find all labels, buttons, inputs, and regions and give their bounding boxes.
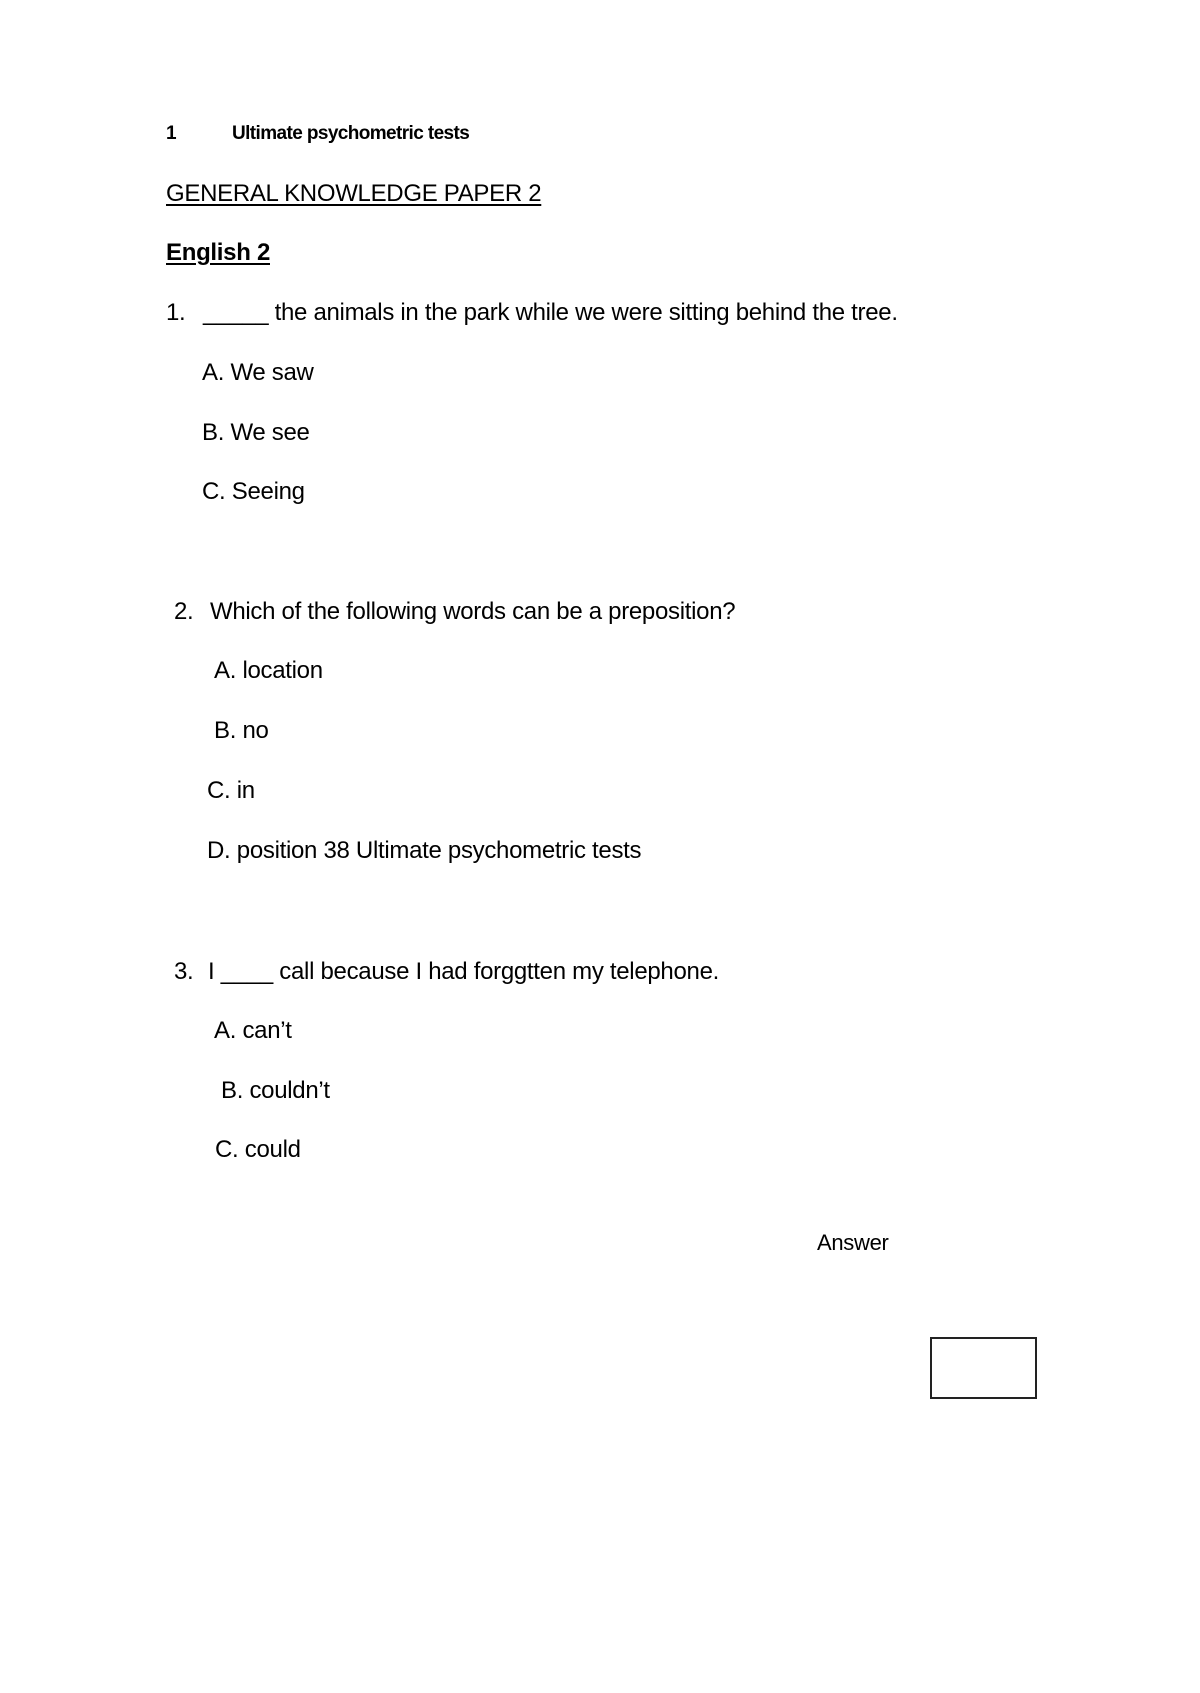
option: B. We see (202, 419, 310, 446)
question-text: _____ the animals in the park while we were sitting behind the tree. (203, 299, 898, 326)
question-number: 3. (174, 958, 194, 985)
question-text: Which of the following words can be a preposition? (210, 598, 736, 625)
running-header: Ultimate psychometric tests (232, 123, 470, 144)
option: C. Seeing (202, 478, 305, 505)
section-title: English 2 (166, 239, 270, 266)
answer-box[interactable] (930, 1337, 1037, 1399)
option: B. no (214, 717, 269, 744)
answer-label: Answer (817, 1230, 889, 1255)
option: B. couldn’t (221, 1077, 330, 1104)
option: D. position 38 Ultimate psychometric tests (207, 837, 642, 864)
question-text: I ____ call because I had forggtten my telephone. (208, 958, 719, 985)
question-number: 2. (174, 598, 194, 625)
option: A. location (214, 657, 323, 684)
question-number: 1. (166, 299, 186, 326)
option: A. can’t (214, 1017, 292, 1044)
option: C. could (215, 1136, 301, 1163)
paper-title: GENERAL KNOWLEDGE PAPER 2 (166, 180, 542, 207)
option: A. We saw (202, 359, 314, 386)
page-number: 1 (166, 123, 176, 144)
option: C. in (207, 777, 255, 804)
